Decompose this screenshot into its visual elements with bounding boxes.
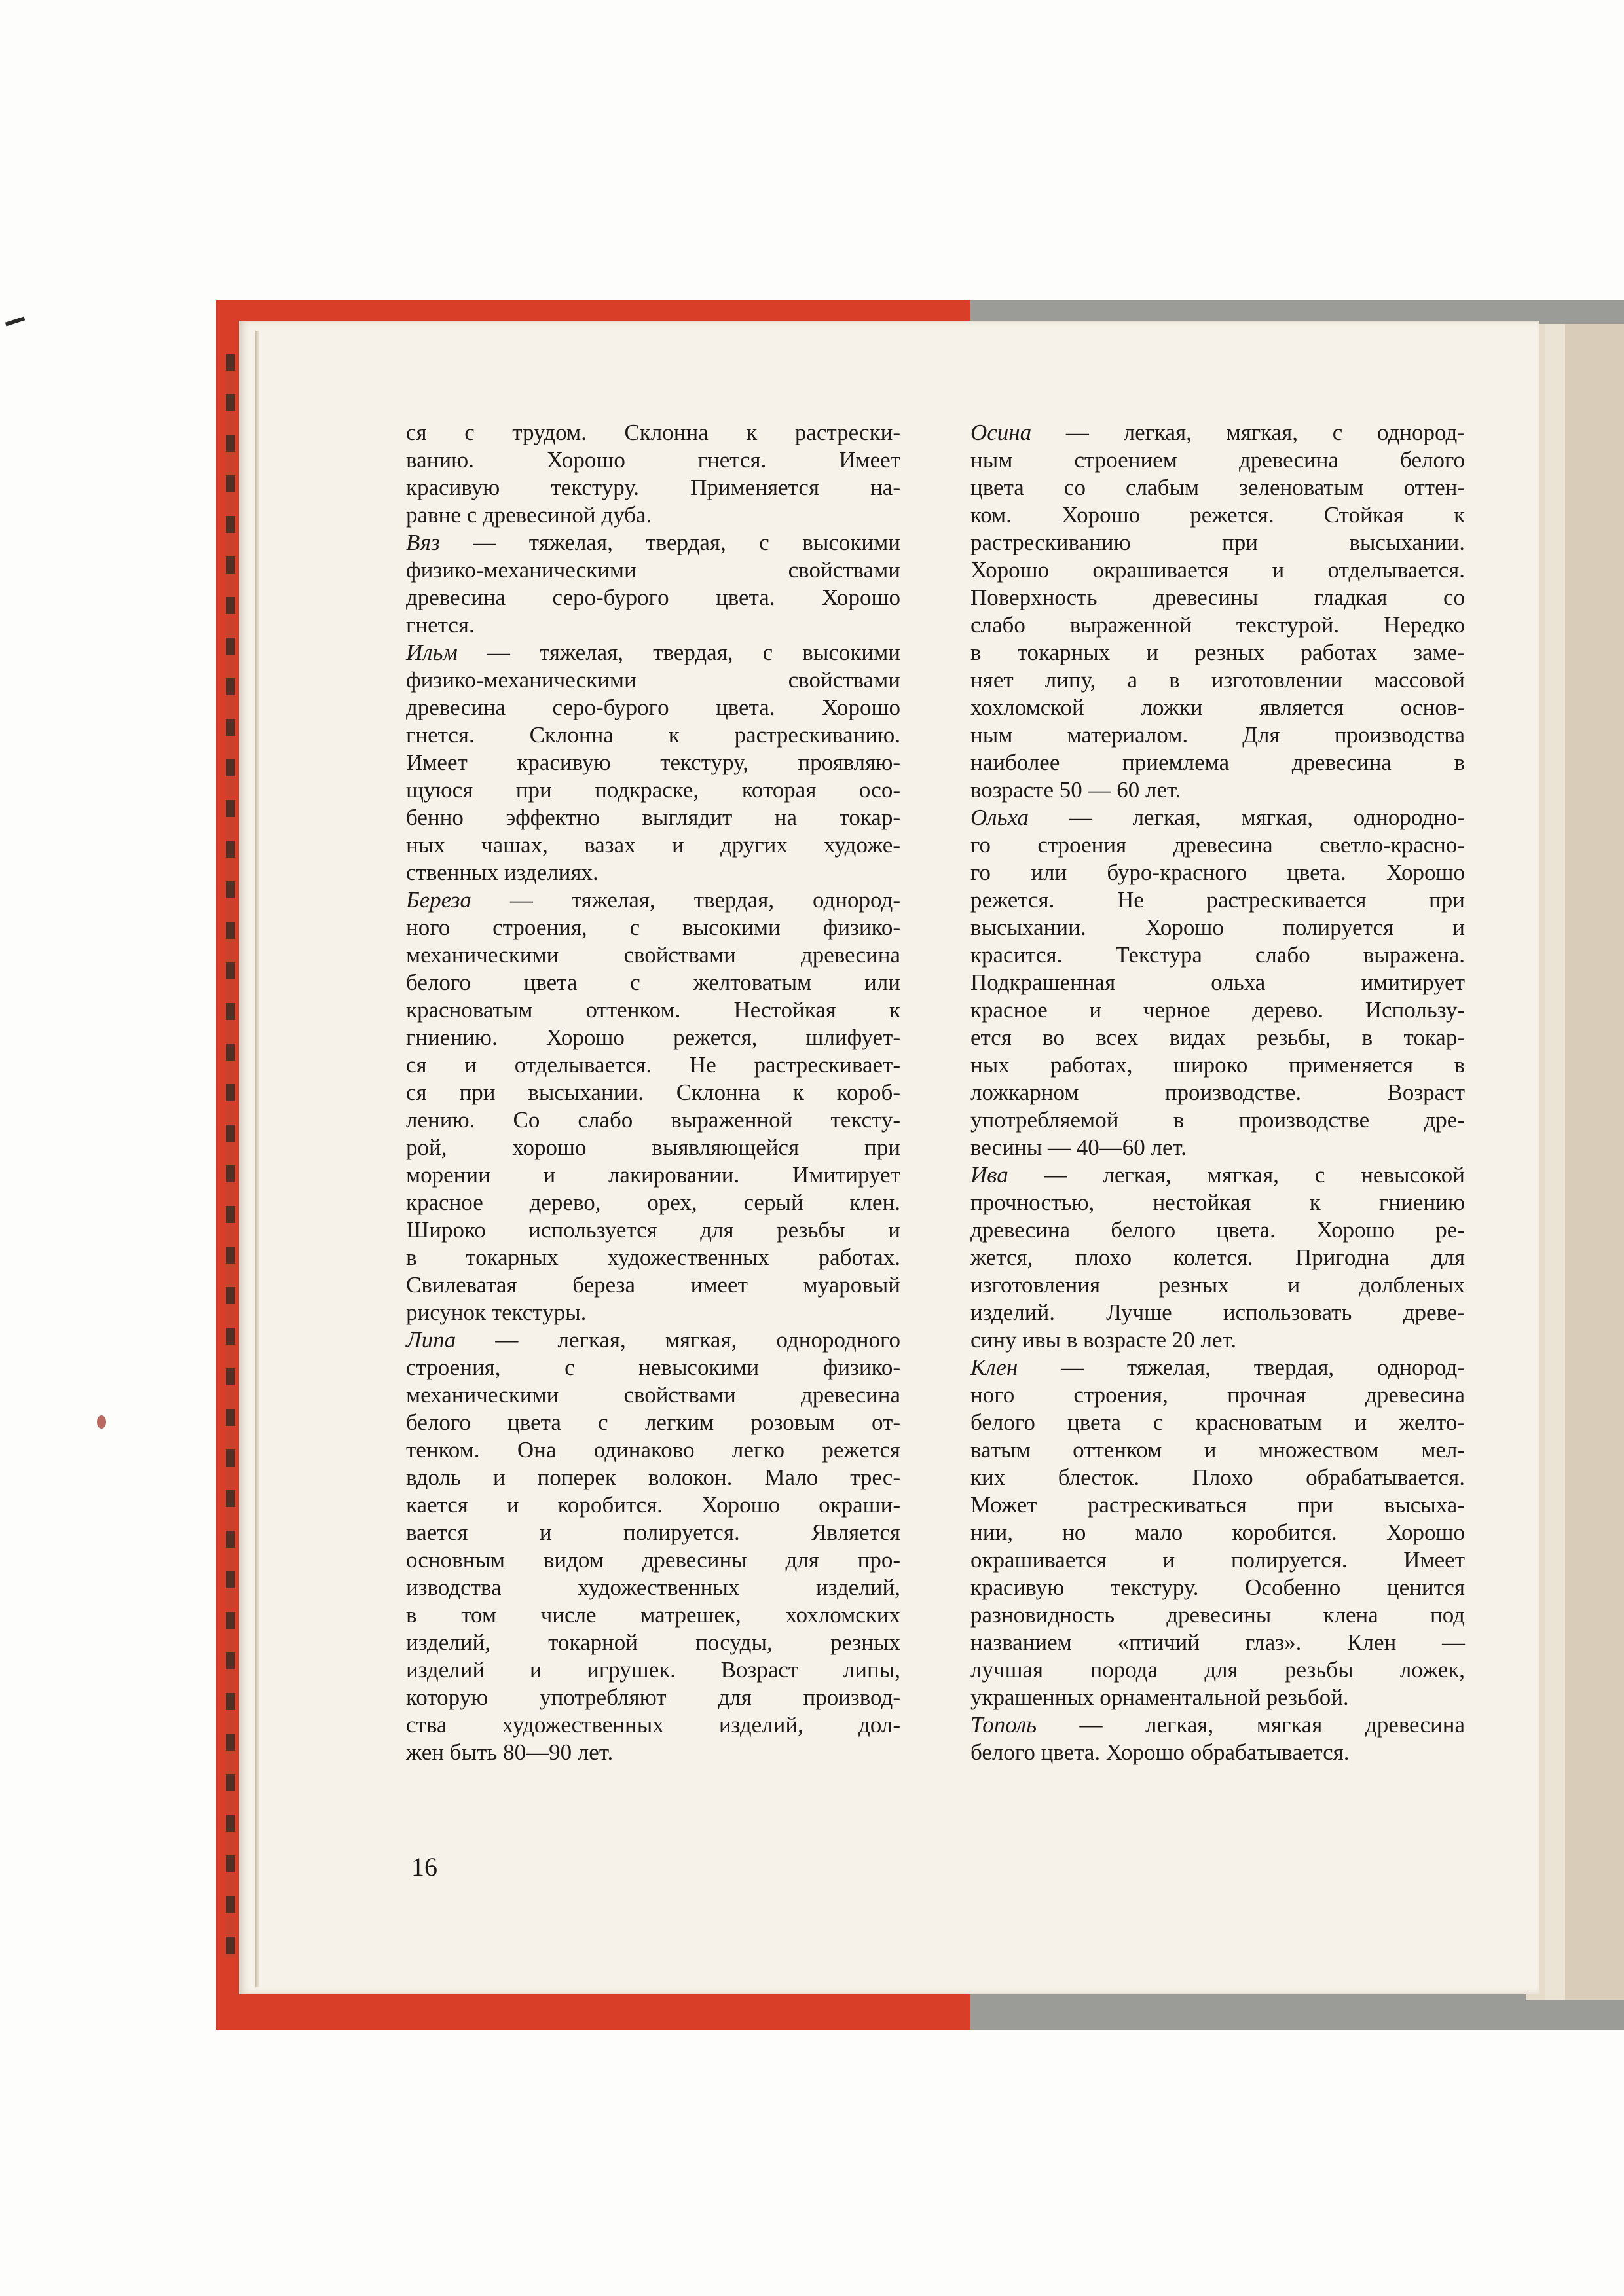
text-line — [406, 1051, 900, 1079]
text-line — [970, 639, 1465, 666]
entry-1 — [406, 529, 900, 639]
line-text: ных чашах, вазах и других художе- — [406, 832, 900, 858]
text-line — [406, 1244, 900, 1271]
text-line — [970, 419, 1465, 446]
text-line — [406, 886, 900, 914]
entry-term: Ива — [970, 1162, 1008, 1188]
line-text: щуюся при подкраске, которая осо- — [406, 777, 900, 803]
text-line — [970, 969, 1465, 996]
line-text: возрасте 50 — 60 лет. — [970, 777, 1181, 803]
text-line — [970, 1601, 1465, 1629]
text-line — [406, 859, 900, 886]
line-text: окрашивается и полируется. Имеет — [970, 1547, 1465, 1573]
text-line — [406, 1134, 900, 1161]
entry-term: Осина — [970, 420, 1032, 445]
text-line — [970, 859, 1465, 886]
line-text: красивую текстуру. Применяется на- — [406, 475, 900, 500]
line-text: го строения древесина светло-красно- — [970, 832, 1465, 858]
text-line — [406, 749, 900, 776]
entry-4 — [970, 1711, 1465, 1766]
text-line — [406, 666, 900, 694]
text-line — [970, 1024, 1465, 1051]
text-line — [406, 1546, 900, 1574]
text-line — [406, 1711, 900, 1739]
line-text: древесина серо-бурого цвета. Хорошо — [406, 585, 900, 610]
text-line — [970, 1629, 1465, 1656]
text-line — [970, 1684, 1465, 1711]
line-text: белого цвета с красноватым и желто- — [970, 1410, 1465, 1435]
line-text: ных работах, широко применяется в — [970, 1052, 1465, 1078]
text-line — [406, 1464, 900, 1491]
entry-term: Ольха — [970, 805, 1029, 830]
text-line — [970, 501, 1465, 529]
text-line — [970, 1739, 1465, 1766]
line-text: гнется. — [406, 612, 475, 638]
line-text: наиболее приемлема древесина в — [970, 750, 1465, 775]
line-text: лению. Со слабо выраженной тексту- — [406, 1107, 900, 1133]
line-text: — легкая, мягкая древесина — [1037, 1712, 1465, 1738]
text-line — [970, 1491, 1465, 1519]
text-line — [970, 1079, 1465, 1106]
line-text: красится. Текстура слабо выражена. — [970, 942, 1465, 968]
text-line — [406, 1629, 900, 1656]
page-number: 16 — [411, 1852, 437, 1882]
text-line — [970, 1134, 1465, 1161]
line-text: — тяжелая, твердая, с высокими — [457, 640, 900, 665]
line-text: вдоль и поперек волокон. Мало трес- — [406, 1465, 900, 1490]
line-text: ложкарном производстве. Возраст — [970, 1080, 1465, 1105]
line-text: лучшая порода для резьбы ложек, — [970, 1657, 1465, 1683]
text-line — [970, 584, 1465, 611]
text-line — [970, 776, 1465, 804]
text-line — [970, 831, 1465, 859]
entry-term: Вяз — [406, 530, 440, 555]
line-text: изделий и игрушек. Возраст липы, — [406, 1657, 900, 1683]
line-text: ся с трудом. Склонна к растрески- — [406, 420, 900, 445]
text-line — [970, 1354, 1465, 1381]
text-line — [970, 1161, 1465, 1189]
text-line — [970, 1189, 1465, 1216]
entry-3 — [970, 1354, 1465, 1711]
line-text: Подкрашенная ольха имитирует — [970, 970, 1465, 995]
line-text: ванию. Хорошо гнется. Имеет — [406, 447, 900, 473]
text-line — [406, 721, 900, 749]
text-line — [406, 996, 900, 1024]
line-text: слабо выраженной текстурой. Нередко — [970, 612, 1465, 638]
text-line — [406, 1299, 900, 1326]
book-spine-edge — [226, 354, 235, 1958]
line-text: высыхании. Хорошо полируется и — [970, 915, 1465, 940]
text-line — [406, 501, 900, 529]
line-text: украшенных орнаментальной резьбой. — [970, 1685, 1349, 1710]
text-line — [970, 666, 1465, 694]
line-text: ется во всех видах резьбы, в токар- — [970, 1025, 1465, 1050]
text-line — [970, 1326, 1465, 1354]
line-text: ным материалом. Для производства — [970, 722, 1465, 748]
text-line — [406, 1326, 900, 1354]
text-line — [406, 804, 900, 831]
line-text: рой, хорошо выявляющейся при — [406, 1135, 900, 1160]
line-text: тенком. Она одинаково легко режется — [406, 1437, 900, 1463]
text-line — [406, 1381, 900, 1409]
line-text: — легкая, мягкая, с невысокой — [1008, 1162, 1465, 1188]
text-line — [406, 969, 900, 996]
text-line — [970, 1464, 1465, 1491]
scan-mark — [5, 317, 25, 327]
line-text: красивую текстуру. Особенно ценится — [970, 1575, 1465, 1600]
line-text: хохломской ложки является основ- — [970, 695, 1465, 720]
entry-0 — [970, 419, 1465, 804]
line-text: режется. Не растрескивается при — [970, 887, 1465, 913]
text-line — [406, 694, 900, 721]
line-text: Хорошо окрашивается и отделывается. — [970, 557, 1465, 583]
text-line — [970, 1656, 1465, 1684]
line-text: равне с древесиной дуба. — [406, 502, 652, 528]
line-text: белого цвета с легким розовым от- — [406, 1410, 900, 1435]
entry-term: Береза — [406, 887, 471, 913]
line-text: цвета со слабым зеленоватым оттен- — [970, 475, 1465, 500]
line-text: весины — 40—60 лет. — [970, 1135, 1187, 1160]
line-text: ственных изделиях. — [406, 860, 599, 885]
text-line — [970, 1299, 1465, 1326]
line-text: физико-механическими свойствами — [406, 557, 900, 583]
text-line — [970, 1409, 1465, 1436]
entry-2 — [970, 1161, 1465, 1354]
line-text: красное дерево, орех, серый клен. — [406, 1190, 900, 1215]
text-line — [406, 831, 900, 859]
text-line — [970, 749, 1465, 776]
page-gutter — [255, 331, 259, 1987]
text-line — [406, 1024, 900, 1051]
text-line — [970, 886, 1465, 914]
text-line — [970, 1106, 1465, 1134]
entry-3 — [406, 886, 900, 1326]
line-text: красноватым оттенком. Нестойкая к — [406, 997, 900, 1023]
line-text: бенно эффектно выглядит на токар- — [406, 805, 900, 830]
line-text: — легкая, мягкая, однородно- — [1029, 805, 1465, 830]
text-line — [406, 1216, 900, 1244]
line-text: Имеет красивую текстуру, проявляю- — [406, 750, 900, 775]
text-line — [406, 1079, 900, 1106]
entry-term: Тополь — [970, 1712, 1037, 1738]
line-text: в том числе матрешек, хохломских — [406, 1602, 900, 1628]
line-text: сину ивы в возрасте 20 лет. — [970, 1327, 1236, 1353]
line-text: растрескиванию при высыхании. — [970, 530, 1465, 555]
text-line — [406, 529, 900, 556]
line-text: ких блесток. Плохо обрабатывается. — [970, 1465, 1465, 1490]
line-text: основным видом древесины для про- — [406, 1547, 900, 1573]
text-line — [970, 611, 1465, 639]
line-text: белого цвета. Хорошо обрабатывается. — [970, 1740, 1350, 1765]
text-line — [970, 529, 1465, 556]
line-text: — легкая, мягкая, однородного — [456, 1327, 900, 1353]
line-text: морении и лакировании. Имитирует — [406, 1162, 900, 1188]
line-text: прочностью, нестойкая к гниению — [970, 1190, 1465, 1215]
text-line — [406, 474, 900, 501]
line-text: — тяжелая, твердая, однород- — [1018, 1355, 1465, 1380]
line-text: разновидность древесины клена под — [970, 1602, 1465, 1628]
line-text: красное и черное дерево. Использу- — [970, 997, 1465, 1023]
text-line — [406, 584, 900, 611]
text-line — [406, 446, 900, 474]
text-line — [406, 1656, 900, 1684]
text-line — [970, 996, 1465, 1024]
text-line — [970, 1519, 1465, 1546]
text-line — [406, 941, 900, 969]
text-line — [406, 914, 900, 941]
line-text: древесина белого цвета. Хорошо ре- — [970, 1217, 1465, 1243]
line-text: ного строения, прочная древесина — [970, 1382, 1465, 1408]
text-line — [406, 639, 900, 666]
text-line — [406, 1354, 900, 1381]
line-text: Поверхность древесины гладкая со — [970, 585, 1465, 610]
left-text-column — [406, 419, 900, 1766]
text-line — [406, 776, 900, 804]
line-text: нии, но мало коробится. Хорошо — [970, 1520, 1465, 1545]
line-text: кается и коробится. Хорошо окраши- — [406, 1492, 900, 1518]
line-text: ным строением древесина белого — [970, 447, 1465, 473]
line-text: вается и полируется. Является — [406, 1520, 900, 1545]
line-text: ком. Хорошо режется. Стойкая к — [970, 502, 1465, 528]
text-line — [970, 1244, 1465, 1271]
entry-term: Клен — [970, 1355, 1018, 1380]
text-line — [970, 1216, 1465, 1244]
text-line — [406, 611, 900, 639]
continued-paragraph — [406, 419, 900, 529]
text-line — [406, 1161, 900, 1189]
page-stack-edge — [1526, 324, 1624, 2000]
line-text: рисунок текстуры. — [406, 1300, 587, 1325]
line-text: ного строения, с высокими физико- — [406, 915, 900, 940]
text-line — [406, 1491, 900, 1519]
line-text: гниению. Хорошо режется, шлифует- — [406, 1025, 900, 1050]
line-text: ся и отделывается. Не растрескивает- — [406, 1052, 900, 1078]
line-text: изделий, токарной посуды, резных — [406, 1630, 900, 1655]
text-line — [406, 1601, 900, 1629]
entry-term: Ильм — [406, 640, 458, 665]
line-text: древесина серо-бурого цвета. Хорошо — [406, 695, 900, 720]
line-text: употребляемой в производстве дре- — [970, 1107, 1465, 1133]
text-line — [970, 694, 1465, 721]
line-text: ства художественных изделий, дол- — [406, 1712, 900, 1738]
line-text: Свилеватая береза имеет муаровый — [406, 1272, 900, 1298]
line-text: Может растрескиваться при высыха- — [970, 1492, 1465, 1518]
line-text: жется, плохо колется. Пригодна для — [970, 1245, 1465, 1270]
entry-term: Липа — [406, 1327, 456, 1353]
text-line — [406, 1409, 900, 1436]
line-text: названием «птичий глаз». Клен — — [970, 1630, 1465, 1655]
line-text: го или буро-красного цвета. Хорошо — [970, 860, 1465, 885]
line-text: в токарных и резных работах заме- — [970, 640, 1465, 665]
entry-4 — [406, 1326, 900, 1766]
text-line — [970, 1711, 1465, 1739]
entry-2 — [406, 639, 900, 886]
line-text: ватым оттенком и множеством мел- — [970, 1437, 1465, 1463]
line-text: изводства художественных изделий, — [406, 1575, 900, 1600]
text-line — [406, 1189, 900, 1216]
line-text: — тяжелая, твердая, с высокими — [439, 530, 900, 555]
text-line — [406, 1574, 900, 1601]
text-line — [970, 1436, 1465, 1464]
line-text: физико-механическими свойствами — [406, 667, 900, 693]
text-line — [406, 556, 900, 584]
text-line — [406, 419, 900, 446]
text-line — [406, 1519, 900, 1546]
text-line — [970, 721, 1465, 749]
line-text: изделий. Лучше использовать древе- — [970, 1300, 1465, 1325]
line-text: Широко используется для резьбы и — [406, 1217, 900, 1243]
line-text: строения, с невысокими физико- — [406, 1355, 900, 1380]
text-line — [970, 941, 1465, 969]
text-line — [406, 1106, 900, 1134]
line-text: изготовления резных и долбленых — [970, 1272, 1465, 1298]
text-line — [970, 1051, 1465, 1079]
line-text: механическими свойствами древесина — [406, 1382, 900, 1408]
line-text: — легкая, мягкая, с однород- — [1031, 420, 1465, 445]
text-line — [970, 1381, 1465, 1409]
text-line — [970, 1574, 1465, 1601]
line-text: в токарных художественных работах. — [406, 1245, 900, 1270]
text-line — [406, 1684, 900, 1711]
text-line — [970, 1271, 1465, 1299]
text-line — [406, 1271, 900, 1299]
line-text: которую употребляют для производ- — [406, 1685, 900, 1710]
text-line — [970, 914, 1465, 941]
text-line — [406, 1436, 900, 1464]
text-line — [970, 556, 1465, 584]
text-line — [970, 474, 1465, 501]
line-text: гнется. Склонна к растрескиванию. — [406, 722, 900, 748]
line-text: механическими свойствами древесина — [406, 942, 900, 968]
text-line — [970, 446, 1465, 474]
line-text: белого цвета с желтоватым или — [406, 970, 900, 995]
line-text: няет липу, а в изготовлении массовой — [970, 667, 1465, 693]
text-line — [406, 1739, 900, 1766]
text-line — [970, 804, 1465, 831]
line-text: — тяжелая, твердая, однород- — [471, 887, 900, 913]
line-text: жен быть 80—90 лет. — [406, 1740, 614, 1765]
text-line — [970, 1546, 1465, 1574]
entry-1 — [970, 804, 1465, 1161]
right-text-column — [970, 419, 1465, 1766]
scan-speck — [97, 1415, 106, 1429]
line-text: ся при высыхании. Склонна к короб- — [406, 1080, 900, 1105]
